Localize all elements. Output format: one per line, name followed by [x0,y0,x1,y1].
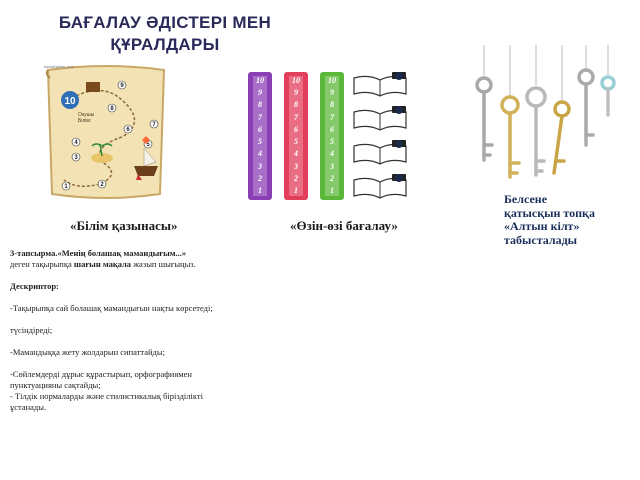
descriptor-item: ұстанады. [10,402,47,412]
map-text: Окушы Білім: [78,112,95,124]
map-number: 9 [120,83,124,89]
map-number: 5 [146,142,150,148]
ruler-purple [248,72,272,200]
label-self-assessment: «Өзін-өзі бағалау» [290,218,398,233]
ruler-scale: 10 9 8 7 6 5 4 3 2 1 [325,76,339,196]
descriptor-item: түсіндіреді; [10,325,53,335]
descriptor-label: Дескриптор: [10,281,59,291]
map-number: 2 [100,182,104,188]
title-line-1: БАҒАЛАУ ӘДІСТЕРІ МЕН [58,13,272,32]
book-icon [350,104,412,132]
ruler-scale: 10 9 8 7 6 5 4 3 2 1 [289,76,303,196]
task-heading: 3-тапсырма.«Менің болашақ мамандығым...» [10,248,187,258]
book-icon [350,172,412,200]
treasure-map-icon [42,62,170,202]
descriptor-item: -Сөйлемдерді дұрыс құрастырып, орфографиямен [10,369,192,379]
treasure-map-image [42,62,170,202]
descriptor-item: -Мамандыққа жету жолдарын сипаттайды; [10,347,165,357]
self-assessment-rulers [248,72,352,200]
book-icon [350,70,412,98]
map-number: 1 [64,184,68,190]
descriptor-item: пунктуацияны сақтайды; [10,380,101,390]
golden-key-caption: Белсене қатысқын топқа «Алтын кілт» табысталады [504,192,595,247]
svg-text:10: 10 [64,96,76,107]
map-number: 6 [126,127,130,133]
map-number: 8 [110,106,114,112]
ruler-green [320,72,344,200]
golden-keys-image [470,45,620,185]
map-number: 7 [152,122,156,128]
page-title [40,12,290,56]
map-source-caption: kazakhtelim_kaz [44,64,74,69]
ruler-red [284,72,308,200]
descriptor-item: -Тақырыпқа сай болашақ мамандығын нақты көрсетеді; [10,303,213,313]
label-bilim-kazynasy: «Білім қазынасы» [70,218,178,233]
map-number: 4 [74,140,78,146]
keys-icon [470,45,620,185]
book-icon [350,138,412,166]
map-number: 3 [74,155,78,161]
descriptor-item: - Тілдік нормаларды және стилистикалық бірізділікті [10,391,203,401]
task-intro: деген тақырыпқа шағын мақала жазып шығыңыз. [10,259,196,269]
title-line-2: ҚҰРАЛДАРЫ [110,35,220,54]
ruler-scale: 10 9 8 7 6 5 4 3 2 1 [253,76,267,196]
books-with-caps [350,70,412,200]
task-content [10,248,330,413]
